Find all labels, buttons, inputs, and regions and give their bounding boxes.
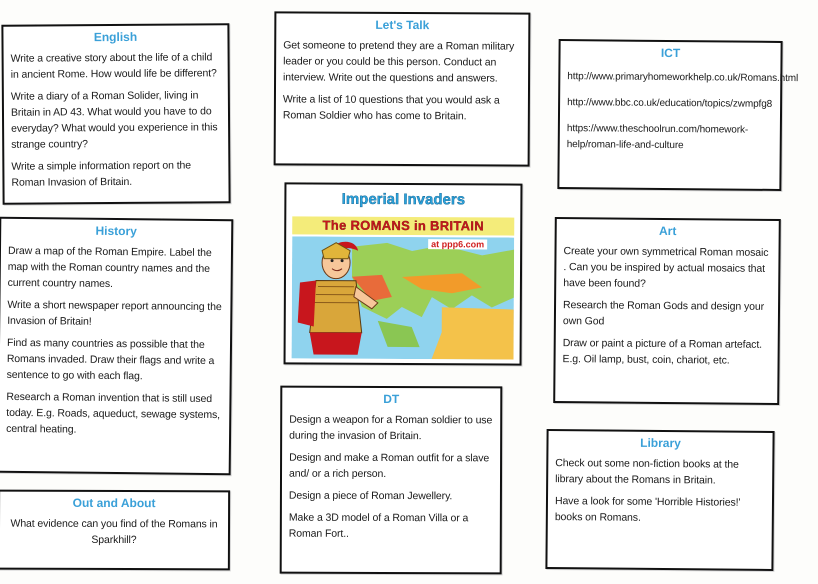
card-item: What evidence can you find of the Romans in Sparkhill? [10,517,218,547]
card-item: Draw a map of the Roman Empire. Label the map with the Roman country names and the current country names. [7,244,212,290]
ict-card [557,39,799,191]
card-item: Write a list of 10 questions that you would ask a Roman Soldier who has come to Britain. [282,93,500,123]
card-title: Let's Talk [375,17,430,33]
card-title: History [95,223,137,239]
poster-title: Imperial Invaders [341,190,466,209]
dt-card [280,386,503,575]
card-title: ICT [660,45,681,61]
card-item: Create your own symmetrical Roman mosaic . Can you be inspired by actual mosaics that have been found? [563,245,769,290]
poster-website: at ppp6.com [428,239,487,249]
ict-link[interactable]: http://www.bbc.co.uk/education/topics/zwmpfg8 [567,97,773,110]
card-item: Write a creative story about the life of a child in ancient Rome. How would life be different? [10,51,217,81]
ict-link[interactable]: https://www.theschoolrun.com/homework-help/roman-life-and-culture [566,123,749,152]
card-item: Write a short newspaper report announcing the Invasion of Britain! [7,298,222,328]
card-item: Research the Roman Gods and design your own God [562,299,765,328]
ict-link[interactable]: http://www.primaryhomeworkhelp.co.uk/Romans.html [567,71,799,85]
card-item: Research a Roman invention that is still used today. E.g. Roads, aqueduct, sewage systems, central heating. [6,390,221,436]
card-title: DT [383,391,400,407]
english-card [1,23,230,205]
card-item: Make a 3D model of a Roman Villa or a Roman Fort.. [288,511,469,540]
card-title: Art [658,223,677,239]
card-item: Check out some non-fiction books at the library about the Romans in Britain. [555,457,739,487]
card-item: Design and make a Roman outfit for a slave and/ or a rich person. [289,451,490,480]
card-item: Find as many countries as possible that the Romans invaded. Draw their flags and write a sentence to go with each flag. [6,336,215,383]
out-and-about-card [0,490,230,571]
card-title: Library [640,435,681,451]
library-card [545,429,774,571]
card-item: Draw or paint a picture of a Roman artefact. E.g. Oil lamp, bust, coin, chariot, etc. [562,337,763,367]
lets-talk-card [274,11,531,166]
art-card [553,217,781,405]
card-item: Get someone to pretend they are a Roman military leader or you could be this person. Conduct an interview. Write out the questions and answers. [283,39,515,85]
card-title: English [93,29,138,45]
poster-image [284,182,523,365]
history-card [0,217,233,475]
card-title: Out and About [72,495,156,511]
card-item: Write a diary of a Roman Solider, living in Britain in AD 43. What would you have to do everyday? What would you experience in this strange country? [10,89,218,151]
card-item: Design a piece of Roman Jewellery. [288,489,453,503]
poster-banner: The ROMANS in BRITAIN [292,216,514,235]
card-item: Design a weapon for a Roman soldier to use during the invasion of Britain. [289,413,493,443]
card-item: Have a look for some 'Horrible Histories!' books on Romans. [554,495,741,524]
roman-soldier-map-illustration [292,236,515,359]
card-item: Write a simple information report on the Roman Invasion of Britain. [11,159,192,189]
